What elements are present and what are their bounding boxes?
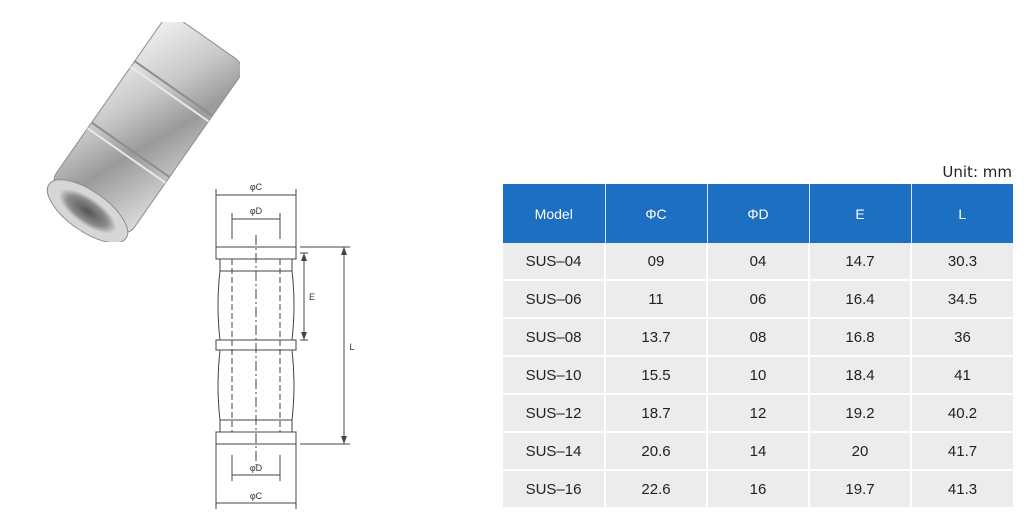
cell-c: 20.6 <box>605 432 707 470</box>
cell-d: 14 <box>707 432 809 470</box>
cell-d: 10 <box>707 356 809 394</box>
cell-l: 30.3 <box>911 243 1013 280</box>
cell-model: SUS–16 <box>503 470 605 508</box>
cell-c: 13.7 <box>605 318 707 356</box>
header-model: Model <box>503 184 605 243</box>
cell-e: 20 <box>809 432 911 470</box>
cell-model: SUS–08 <box>503 318 605 356</box>
cell-e: 19.2 <box>809 394 911 432</box>
table-row <box>503 394 1013 432</box>
cell-l: 36 <box>911 318 1013 356</box>
cell-model: SUS–14 <box>503 432 605 470</box>
drawing-label-e: E <box>308 292 316 302</box>
cell-c: 11 <box>605 280 707 318</box>
cell-e: 18.4 <box>809 356 911 394</box>
drawing-label-c-top: φC <box>249 182 263 192</box>
cell-model: SUS–10 <box>503 356 605 394</box>
header-c: ΦC <box>605 184 707 243</box>
header-l: L <box>911 184 1013 243</box>
header-d: ΦD <box>707 184 809 243</box>
table-body <box>503 243 1013 508</box>
drawing-label-d-bottom: φD <box>249 463 263 473</box>
cell-e: 16.8 <box>809 318 911 356</box>
table-header-row <box>503 184 1013 243</box>
cell-c: 09 <box>605 243 707 280</box>
drawing-label-l: L <box>349 342 355 352</box>
cell-e: 19.7 <box>809 470 911 508</box>
table-row <box>503 432 1013 470</box>
header-e: E <box>809 184 911 243</box>
cell-d: 16 <box>707 470 809 508</box>
cell-c: 18.7 <box>605 394 707 432</box>
cell-model: SUS–12 <box>503 394 605 432</box>
dimension-drawing <box>200 175 370 520</box>
table-row <box>503 243 1013 280</box>
cell-e: 14.7 <box>809 243 911 280</box>
cell-d: 12 <box>707 394 809 432</box>
table-row <box>503 280 1013 318</box>
drawing-label-c-bottom: φC <box>249 491 263 501</box>
cell-c: 22.6 <box>605 470 707 508</box>
table-row <box>503 470 1013 508</box>
cell-model: SUS–06 <box>503 280 605 318</box>
cell-d: 06 <box>707 280 809 318</box>
cell-l: 41.7 <box>911 432 1013 470</box>
drawing-label-d-top: φD <box>249 206 263 216</box>
cell-model: SUS–04 <box>503 243 605 280</box>
cell-c: 15.5 <box>605 356 707 394</box>
cell-e: 16.4 <box>809 280 911 318</box>
cell-d: 08 <box>707 318 809 356</box>
cell-l: 40.2 <box>911 394 1013 432</box>
cell-l: 41 <box>911 356 1013 394</box>
cell-d: 04 <box>707 243 809 280</box>
table-row <box>503 318 1013 356</box>
table-row <box>503 356 1013 394</box>
cell-l: 34.5 <box>911 280 1013 318</box>
unit-label: Unit: mm <box>942 163 1012 181</box>
cell-l: 41.3 <box>911 470 1013 508</box>
spec-table <box>503 184 1013 509</box>
